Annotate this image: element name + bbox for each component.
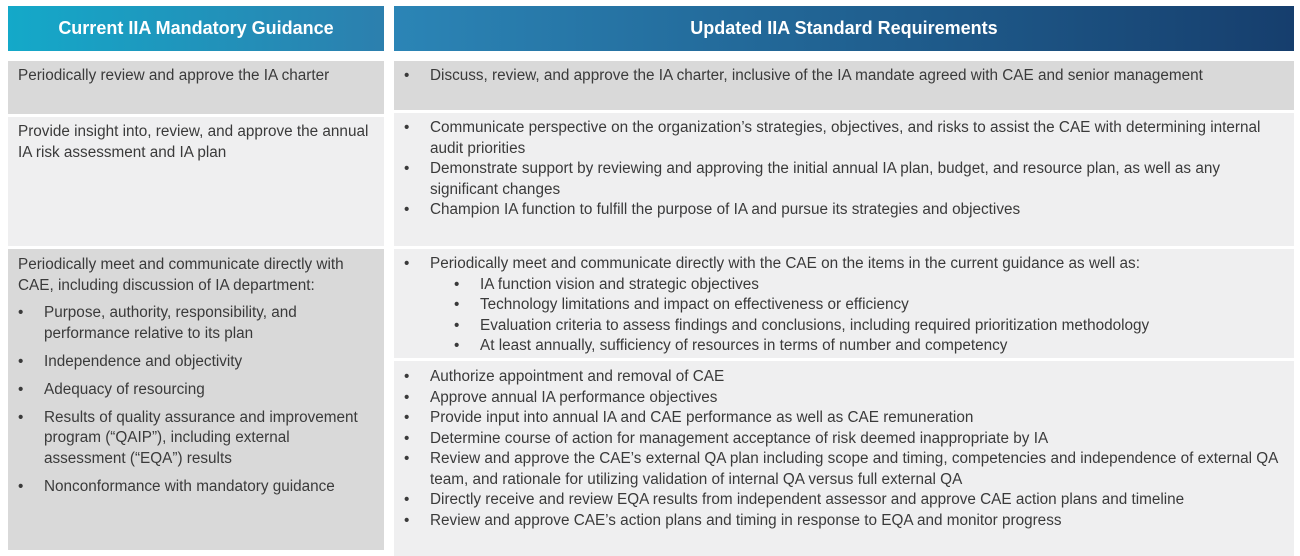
row1-left-text: Periodically review and approve the IA charter	[18, 67, 330, 84]
row3-right-cell-b	[394, 361, 1294, 556]
sub-list-item: • Technology limitations and impact on effectiveness or efficiency	[454, 295, 1284, 316]
list-item: • Provide input into annual IA and CAE performance as well as CAE remuneration	[404, 408, 1284, 429]
row3-right-list-b	[404, 367, 1284, 531]
sub-list-item: • IA function vision and strategic objectives	[454, 275, 1284, 296]
list-item: • Results of quality assurance and improvement program (“QAIP”), including external assessment (“EQA”) results	[18, 408, 374, 470]
row2-left-cell	[8, 117, 384, 246]
column-header-updated-requirements: Updated IIA Standard Requirements	[394, 6, 1294, 51]
list-item: • Demonstrate support by reviewing and approving the initial annual IA plan, budget, and resource plan, as well as any significant changes	[404, 159, 1284, 200]
list-item: • Purpose, authority, responsibility, and performance relative to its plan	[18, 303, 374, 344]
row2-left-text: Provide insight into, review, and approve the annual IA risk assessment and IA plan	[18, 123, 369, 161]
list-item: • Nonconformance with mandatory guidance	[18, 477, 374, 498]
row1-right-cell	[394, 61, 1294, 110]
row3-left-cell	[8, 249, 384, 550]
row1-right-list	[404, 66, 1284, 87]
list-item: • Adequacy of resourcing	[18, 380, 374, 401]
row3-right-cell-a	[394, 249, 1294, 358]
list-item: • Review and approve the CAE’s external QA plan including scope and timing, competencies and independence of external QA team, and rationale for utilizing validation of internal QA versus full external QA	[404, 449, 1284, 490]
list-item: • Review and approve CAE’s action plans and timing in response to EQA and monitor progress	[404, 511, 1284, 532]
row2-right-cell	[394, 113, 1294, 246]
list-item: • Periodically meet and communicate directly with the CAE on the items in the current guidance as well as:	[404, 254, 1284, 275]
row3-left-list	[18, 303, 374, 497]
sub-list-item: • Evaluation criteria to assess findings and conclusions, including required prioritization methodology	[454, 316, 1284, 337]
list-item: • Authorize appointment and removal of CAE	[404, 367, 1284, 388]
list-item: • Approve annual IA performance objectives	[404, 388, 1284, 409]
list-item: • Directly receive and review EQA results from independent assessor and approve CAE action plans and timeline	[404, 490, 1284, 511]
row3-right-sublist	[404, 275, 1284, 357]
row1-left-cell	[8, 61, 384, 114]
sub-list-item: • At least annually, sufficiency of resources in terms of number and competency	[454, 336, 1284, 357]
list-item: • Determine course of action for management acceptance of risk deemed inappropriate by IA	[404, 429, 1284, 450]
row3-left-text: Periodically meet and communicate directly with CAE, including discussion of IA department:	[18, 256, 344, 294]
row3-right-list-a	[404, 254, 1284, 275]
list-item: • Independence and objectivity	[18, 352, 374, 373]
row2-right-list	[404, 118, 1284, 221]
column-header-current-guidance: Current IIA Mandatory Guidance	[8, 6, 384, 51]
list-item: • Champion IA function to fulfill the purpose of IA and pursue its strategies and objectives	[404, 200, 1284, 221]
list-item: • Communicate perspective on the organization’s strategies, objectives, and risks to assist the CAE with determining internal audit priorities	[404, 118, 1284, 159]
list-item: • Discuss, review, and approve the IA charter, inclusive of the IA mandate agreed with CAE and senior management	[404, 66, 1284, 87]
